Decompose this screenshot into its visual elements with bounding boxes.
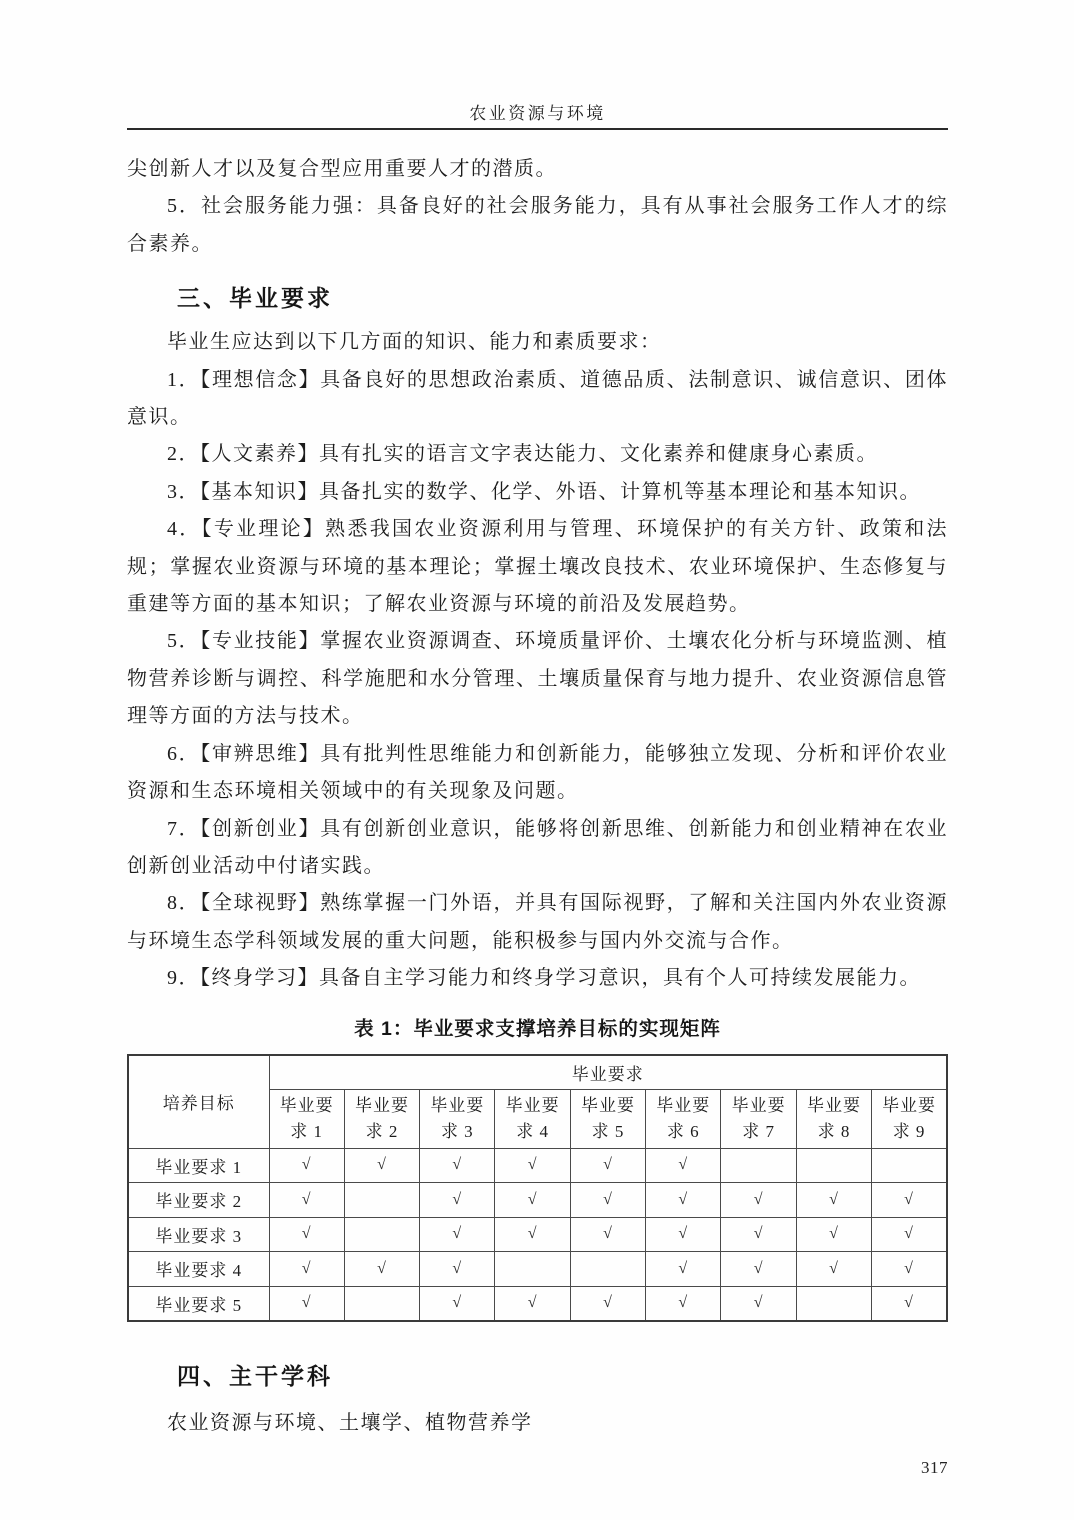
matrix-cell: √ [269, 1252, 344, 1287]
requirement-item: 9．【终身学习】具备自主学习能力和终身学习意识，具有个人可持续发展能力。 [167, 967, 921, 990]
matrix-cell [721, 1148, 796, 1183]
matrix-cell: √ [269, 1286, 344, 1321]
matrix-cell: √ [721, 1217, 796, 1252]
matrix-cell: √ [495, 1148, 570, 1183]
matrix-cell: √ [269, 1217, 344, 1252]
table-header-row-group [128, 1055, 947, 1090]
table-row [128, 1286, 947, 1321]
group-header-cell: 毕业要求 [269, 1055, 947, 1090]
matrix-cell: √ [570, 1286, 645, 1321]
matrix-cell: √ [570, 1148, 645, 1183]
matrix-cell: √ [570, 1217, 645, 1252]
column-header: 毕业要 求 2 [344, 1089, 419, 1148]
matrix-cell [344, 1217, 419, 1252]
matrix-cell: √ [495, 1217, 570, 1252]
matrix-cell: √ [344, 1148, 419, 1183]
page-content [127, 0, 948, 1478]
requirement-item: 1．【理想信念】具备良好的思想政治素质、道德品质、法制意识、诚信意识、团体意识。 [127, 368, 948, 429]
corner-header-cell: 培养目标 [128, 1055, 269, 1149]
column-header: 毕业要 求 8 [796, 1089, 871, 1148]
page-header-title: 农业资源与环境 [469, 104, 606, 123]
row-label: 毕业要求 4 [128, 1252, 269, 1287]
table-row [128, 1252, 947, 1287]
column-header: 毕业要 求 5 [570, 1089, 645, 1148]
matrix-cell: √ [420, 1252, 495, 1287]
paragraph-continuation: 尖创新人才以及复合型应用重要人才的潜质。 [127, 158, 557, 180]
matrix-cell: √ [420, 1148, 495, 1183]
matrix-cell [796, 1148, 871, 1183]
matrix-cell: √ [269, 1148, 344, 1183]
matrix-cell: √ [420, 1217, 495, 1252]
matrix-cell: √ [269, 1183, 344, 1218]
requirement-item: 7．【创新创业】具有创新创业意识，能够将创新思维、创新能力和创业精神在农业创新创业活动中付诸实践。 [127, 817, 948, 877]
row-label: 毕业要求 3 [128, 1217, 269, 1252]
page-number: 317 [921, 1458, 948, 1478]
matrix-cell [872, 1148, 947, 1183]
support-matrix-table [127, 1054, 948, 1323]
table-row [128, 1183, 947, 1218]
matrix-cell: √ [646, 1252, 721, 1287]
matrix-cell [344, 1183, 419, 1218]
requirement-item: 6．【审辨思维】具有批判性思维能力和创新能力，能够独立发现、分析和评价农业资源和生态环境相关领域中的有关现象及问题。 [127, 742, 948, 803]
matrix-cell: √ [796, 1252, 871, 1287]
table-row [128, 1148, 947, 1183]
row-label: 毕业要求 1 [128, 1148, 269, 1183]
table-row [128, 1217, 947, 1252]
paragraph-social-service: 5．社会服务能力强：具备良好的社会服务能力，具有从事社会服务工作人才的综合素养。 [127, 195, 948, 255]
row-label: 毕业要求 5 [128, 1286, 269, 1321]
column-header: 毕业要 求 4 [495, 1089, 570, 1148]
matrix-cell: √ [420, 1183, 495, 1218]
matrix-cell [796, 1286, 871, 1321]
paragraph-disciplines: 农业资源与环境、土壤学、植物营养学 [167, 1412, 533, 1435]
column-header: 毕业要 求 9 [872, 1089, 947, 1148]
column-header: 毕业要 求 7 [721, 1089, 796, 1148]
matrix-cell: √ [646, 1183, 721, 1218]
requirement-item: 5．【专业技能】掌握农业资源调查、环境质量评价、土壤农化分析与环境监测、植物营养诊断与调控、科学施肥和水分管理、土壤质量保育与地力提升、农业资源信息管理等方面的方法与技术。 [127, 630, 948, 728]
column-header: 毕业要 求 1 [269, 1089, 344, 1148]
row-label: 毕业要求 2 [128, 1183, 269, 1218]
section-heading-main-disciplines: 四、主干学科 [177, 1363, 333, 1390]
requirement-item: 8．【全球视野】熟练掌握一门外语，并具有国际视野，了解和关注国内外农业资源与环境生态学科领域发展的重大问题，能积极参与国内外交流与合作。 [127, 892, 948, 952]
requirement-item: 3．【基本知识】具备扎实的数学、化学、外语、计算机等基本理论和基本知识。 [167, 480, 921, 503]
matrix-cell: √ [721, 1286, 796, 1321]
matrix-cell: √ [646, 1286, 721, 1321]
column-header: 毕业要 求 3 [420, 1089, 495, 1148]
matrix-cell: √ [646, 1217, 721, 1252]
column-header: 毕业要 求 6 [646, 1089, 721, 1148]
matrix-cell: √ [495, 1286, 570, 1321]
table-title: 表 1：毕业要求支撑培养目标的实现矩阵 [354, 1017, 721, 1040]
matrix-cell: √ [721, 1252, 796, 1287]
matrix-cell: √ [872, 1183, 947, 1218]
requirement-item: 4．【专业理论】熟悉我国农业资源利用与管理、环境保护的有关方针、政策和法规；掌握农业资源与环境的基本理论；掌握土壤改良技术、农业环境保护、生态修复与重建等方面的基本知识；了解农业资源与环境的前沿及发展趋势。 [127, 518, 948, 616]
matrix-cell: √ [646, 1148, 721, 1183]
matrix-cell: √ [796, 1183, 871, 1218]
matrix-cell: √ [796, 1217, 871, 1252]
matrix-cell [570, 1252, 645, 1287]
matrix-cell: √ [420, 1286, 495, 1321]
matrix-cell: √ [872, 1217, 947, 1252]
matrix-cell: √ [495, 1183, 570, 1218]
matrix-cell [344, 1286, 419, 1321]
matrix-cell: √ [872, 1252, 947, 1287]
matrix-cell: √ [721, 1183, 796, 1218]
matrix-cell: √ [344, 1252, 419, 1287]
section-heading-graduation-requirements: 三、毕业要求 [177, 285, 333, 312]
matrix-cell: √ [570, 1183, 645, 1218]
matrix-cell: √ [872, 1286, 947, 1321]
matrix-cell [495, 1252, 570, 1287]
paragraph-requirements-lead: 毕业生应达到以下几方面的知识、能力和素质要求： [167, 331, 662, 354]
requirement-item: 2．【人文素养】具有扎实的语言文字表达能力、文化素养和健康身心素质。 [167, 443, 878, 466]
page-header [127, 0, 948, 130]
